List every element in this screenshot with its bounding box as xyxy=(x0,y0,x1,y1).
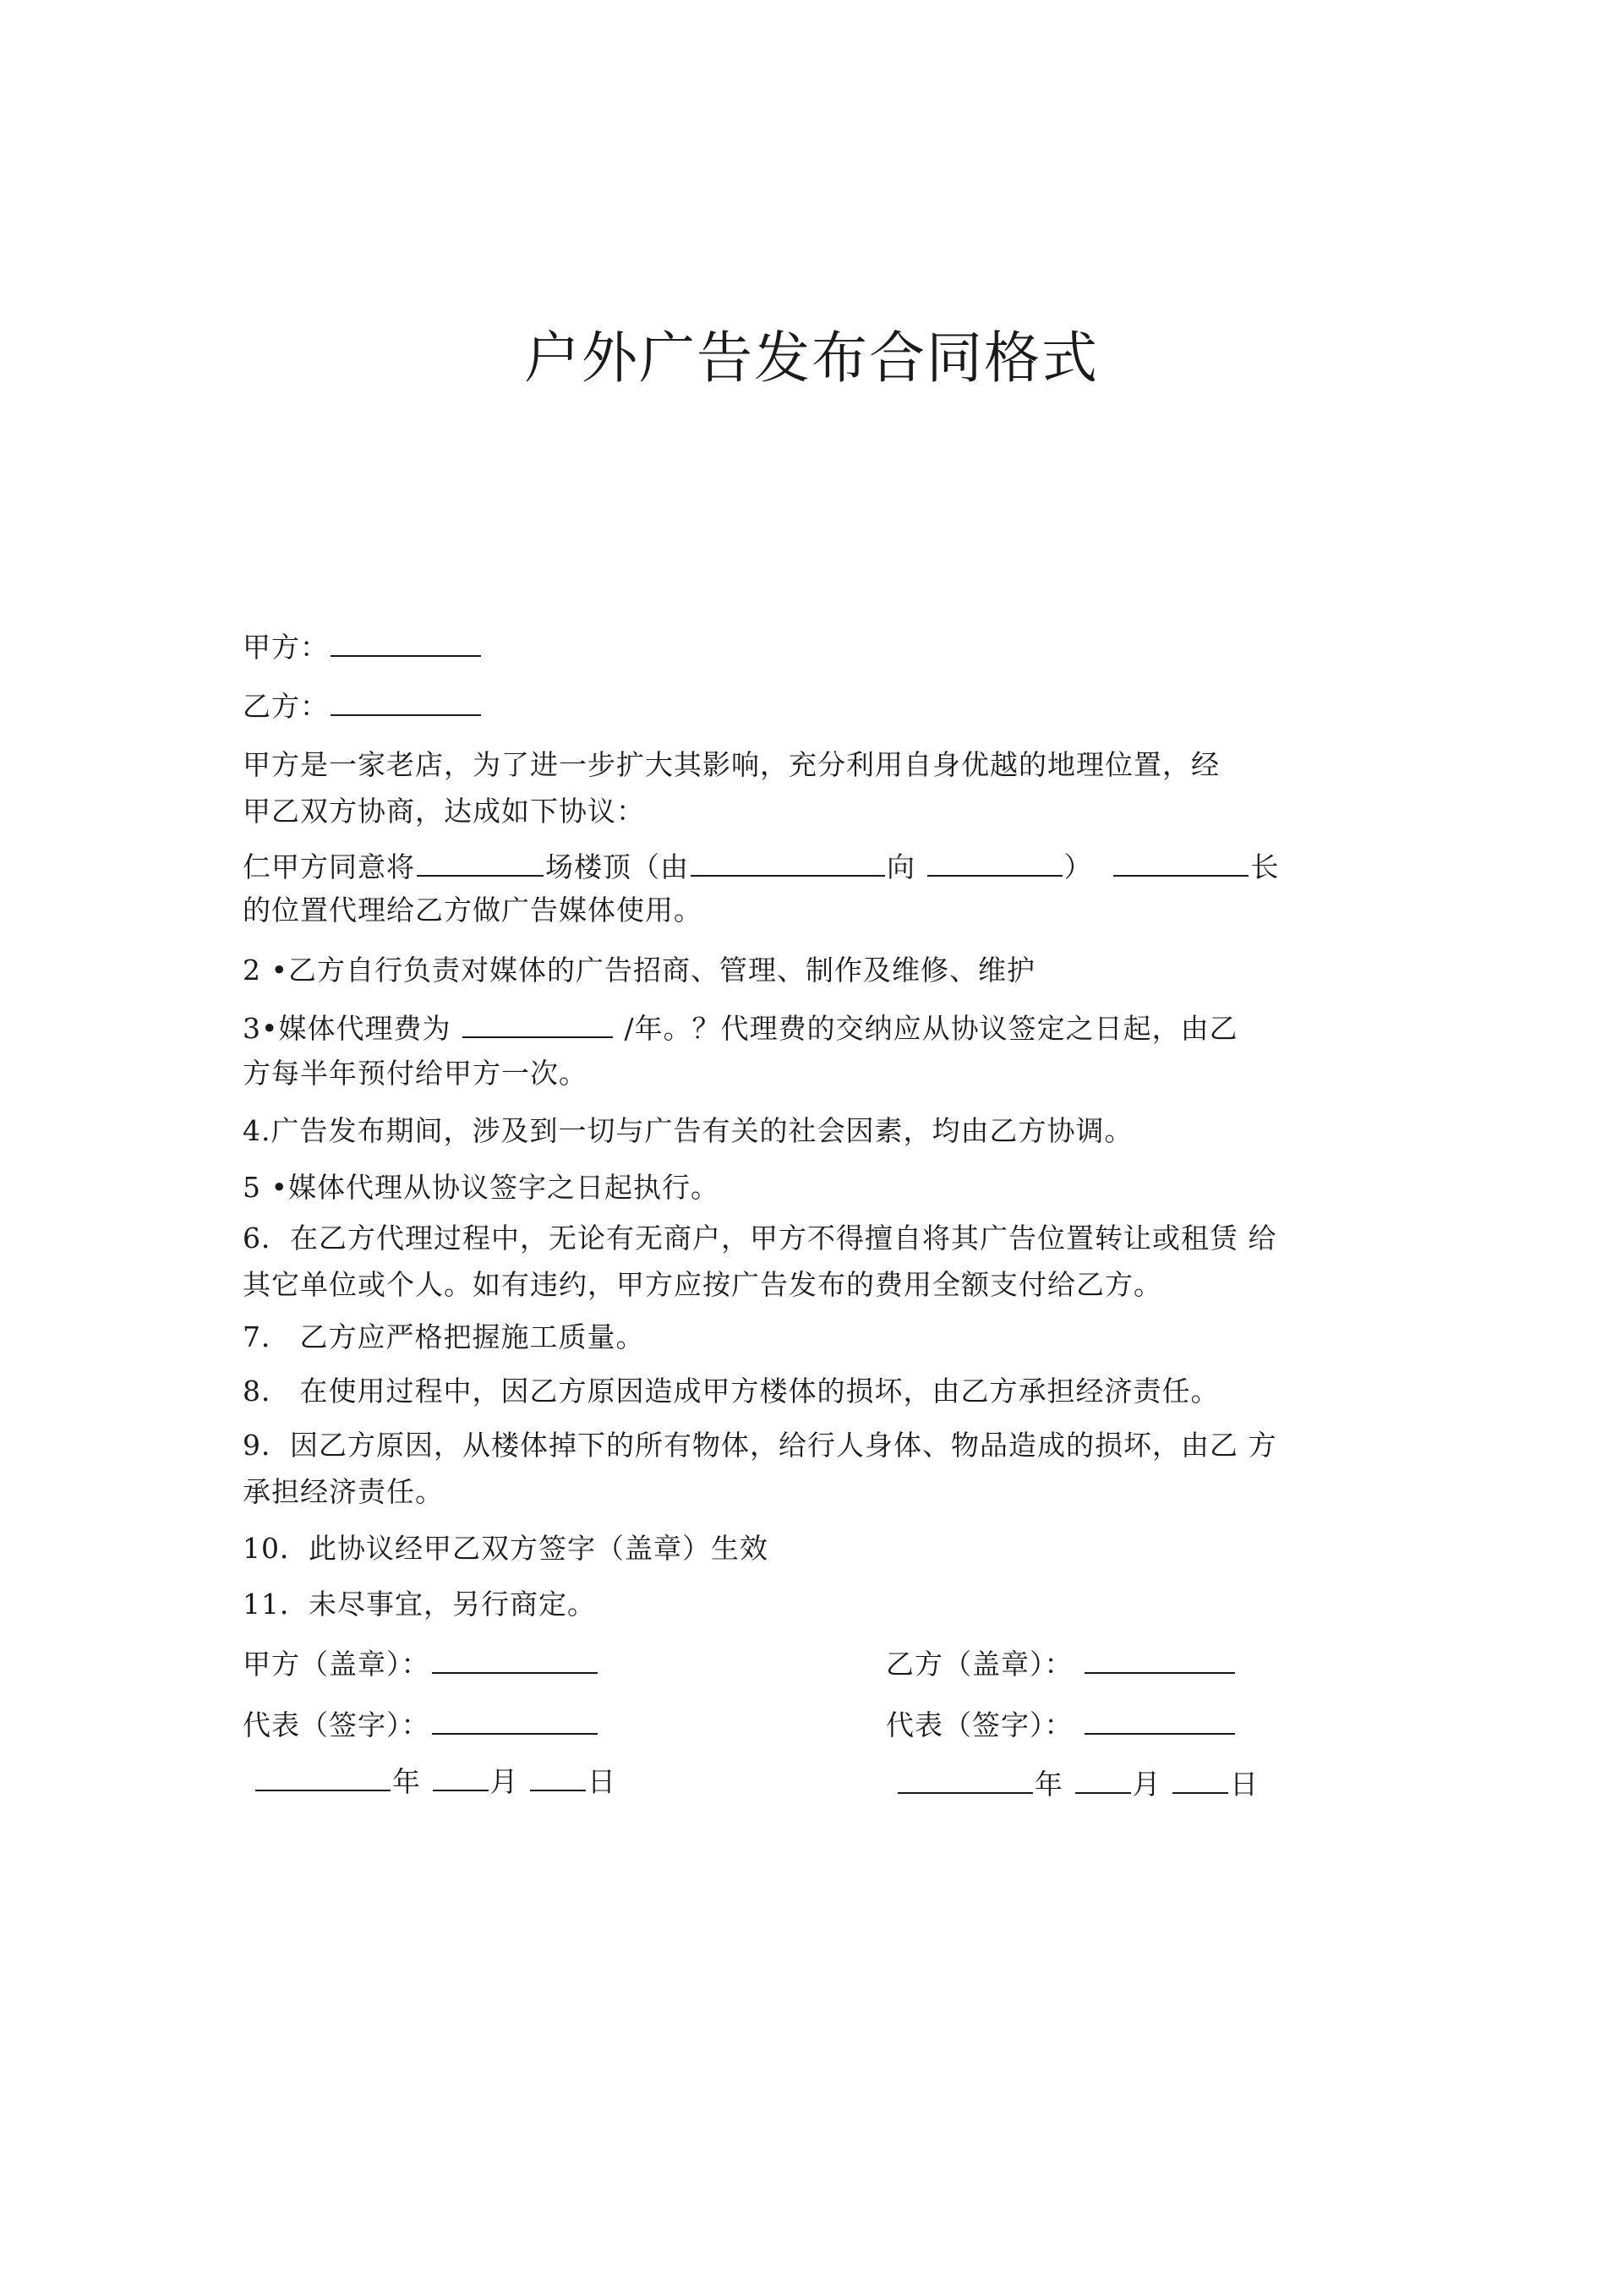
from-blank[interactable] xyxy=(691,850,885,877)
party-b-rep-label: 代表（签字）： xyxy=(886,1708,1074,1741)
clause-1-text-3: 向 xyxy=(887,850,915,883)
party-a-blank[interactable] xyxy=(331,630,481,657)
location-blank[interactable] xyxy=(417,850,544,877)
party-a-rep-line xyxy=(243,1708,599,1742)
party-a-day-label: 日 xyxy=(587,1765,616,1798)
party-b-date-line xyxy=(896,1767,1259,1801)
clause-1-text-1: 仁甲方同意将 xyxy=(243,850,415,883)
party-b-day-blank[interactable] xyxy=(1172,1767,1228,1794)
clause-3-line-2: 方每半年预付给甲方一次。 xyxy=(243,1057,587,1090)
clause-10: 10．此协议经甲乙双方签字（盖章）生效 xyxy=(243,1532,768,1565)
party-a-seal-label: 甲方（盖章）： xyxy=(243,1648,430,1681)
clause-8: 8． 在使用过程中，因乙方原因造成甲方楼体的损坏，由乙方承担经济责任。 xyxy=(243,1375,1220,1408)
clause-7: 7． 乙方应严格把握施工质量。 xyxy=(243,1320,645,1353)
length-blank[interactable] xyxy=(1113,850,1249,877)
party-a-year-blank[interactable] xyxy=(255,1764,391,1791)
clause-9-line-1: 9．因乙方原因，从楼体掉下的所有物体，给行人身体、物品造成的损坏，由乙 方 xyxy=(243,1429,1277,1462)
clause-3-text-1: 3•媒体代理费为 xyxy=(243,1012,451,1045)
clause-5: 5 •媒体代理从协议签字之日起执行。 xyxy=(243,1171,719,1204)
to-blank[interactable] xyxy=(927,850,1063,877)
party-b-month-label: 月 xyxy=(1132,1768,1161,1801)
party-a-rep-label: 代表（签字）： xyxy=(243,1708,430,1741)
party-a-line xyxy=(243,630,483,664)
party-b-seal-line xyxy=(886,1647,1237,1681)
intro-line-1: 甲方是一家老店，为了进一步扩大其影响，充分利用自身优越的地理位置，经 xyxy=(243,748,1220,781)
clause-1-text-4: ） xyxy=(1063,850,1093,883)
fee-blank[interactable] xyxy=(462,1011,613,1038)
clause-6-line-1: 6．在乙方代理过程中，无论有无商户，甲方不得擅自将其广告位置转让或租赁 给 xyxy=(243,1222,1277,1255)
party-a-rep-blank[interactable] xyxy=(432,1708,598,1735)
clause-3-line-1 xyxy=(243,1011,1238,1046)
clause-3-text-2: /年。？代理费的交纳应从协议签定之日起，由乙 xyxy=(624,1012,1238,1045)
clause-1-text-5: 长 xyxy=(1250,850,1280,883)
clause-1-line-2: 的位置代理给乙方做广告媒体使用。 xyxy=(243,894,702,927)
party-b-line xyxy=(243,689,483,724)
party-a-year-label: 年 xyxy=(392,1765,421,1798)
party-a-date-line xyxy=(254,1764,616,1799)
clause-9-line-2: 承担经济责任。 xyxy=(243,1475,444,1508)
party-a-label: 甲方： xyxy=(243,631,329,664)
party-b-label: 乙方： xyxy=(243,690,329,723)
party-b-rep-line xyxy=(886,1708,1237,1742)
party-a-seal-line xyxy=(243,1647,599,1681)
party-b-year-blank[interactable] xyxy=(898,1767,1033,1794)
page-title: 户外广告发布合同格式 xyxy=(524,325,1099,391)
party-a-month-blank[interactable] xyxy=(433,1764,489,1791)
clause-11: 11．未尽事宜，另行商定。 xyxy=(243,1588,596,1621)
clause-6-line-2: 其它单位或个人。如有违约，甲方应按广告发布的费用全额支付给乙方。 xyxy=(243,1268,1162,1301)
intro-line-2: 甲乙双方协商，达成如下协议： xyxy=(243,795,645,828)
party-a-day-blank[interactable] xyxy=(530,1764,586,1791)
party-b-year-label: 年 xyxy=(1035,1768,1063,1801)
party-b-month-blank[interactable] xyxy=(1075,1767,1131,1794)
party-b-blank[interactable] xyxy=(331,689,481,716)
party-b-seal-label: 乙方（盖章）： xyxy=(886,1648,1074,1681)
clause-4: 4.广告发布期间，涉及到一切与广告有关的社会因素，均由乙方协调。 xyxy=(243,1114,1134,1147)
clause-2: 2 •乙方自行负责对媒体的广告招商、管理、制作及维修、维护 xyxy=(243,954,1036,987)
clause-1-text-2: 场楼顶（由 xyxy=(545,850,689,883)
party-b-rep-blank[interactable] xyxy=(1085,1708,1235,1735)
clause-1-line-1 xyxy=(243,850,1279,884)
party-a-month-label: 月 xyxy=(489,1765,519,1798)
party-b-day-label: 日 xyxy=(1230,1768,1259,1801)
party-b-seal-blank[interactable] xyxy=(1085,1647,1235,1674)
party-a-seal-blank[interactable] xyxy=(432,1647,598,1674)
